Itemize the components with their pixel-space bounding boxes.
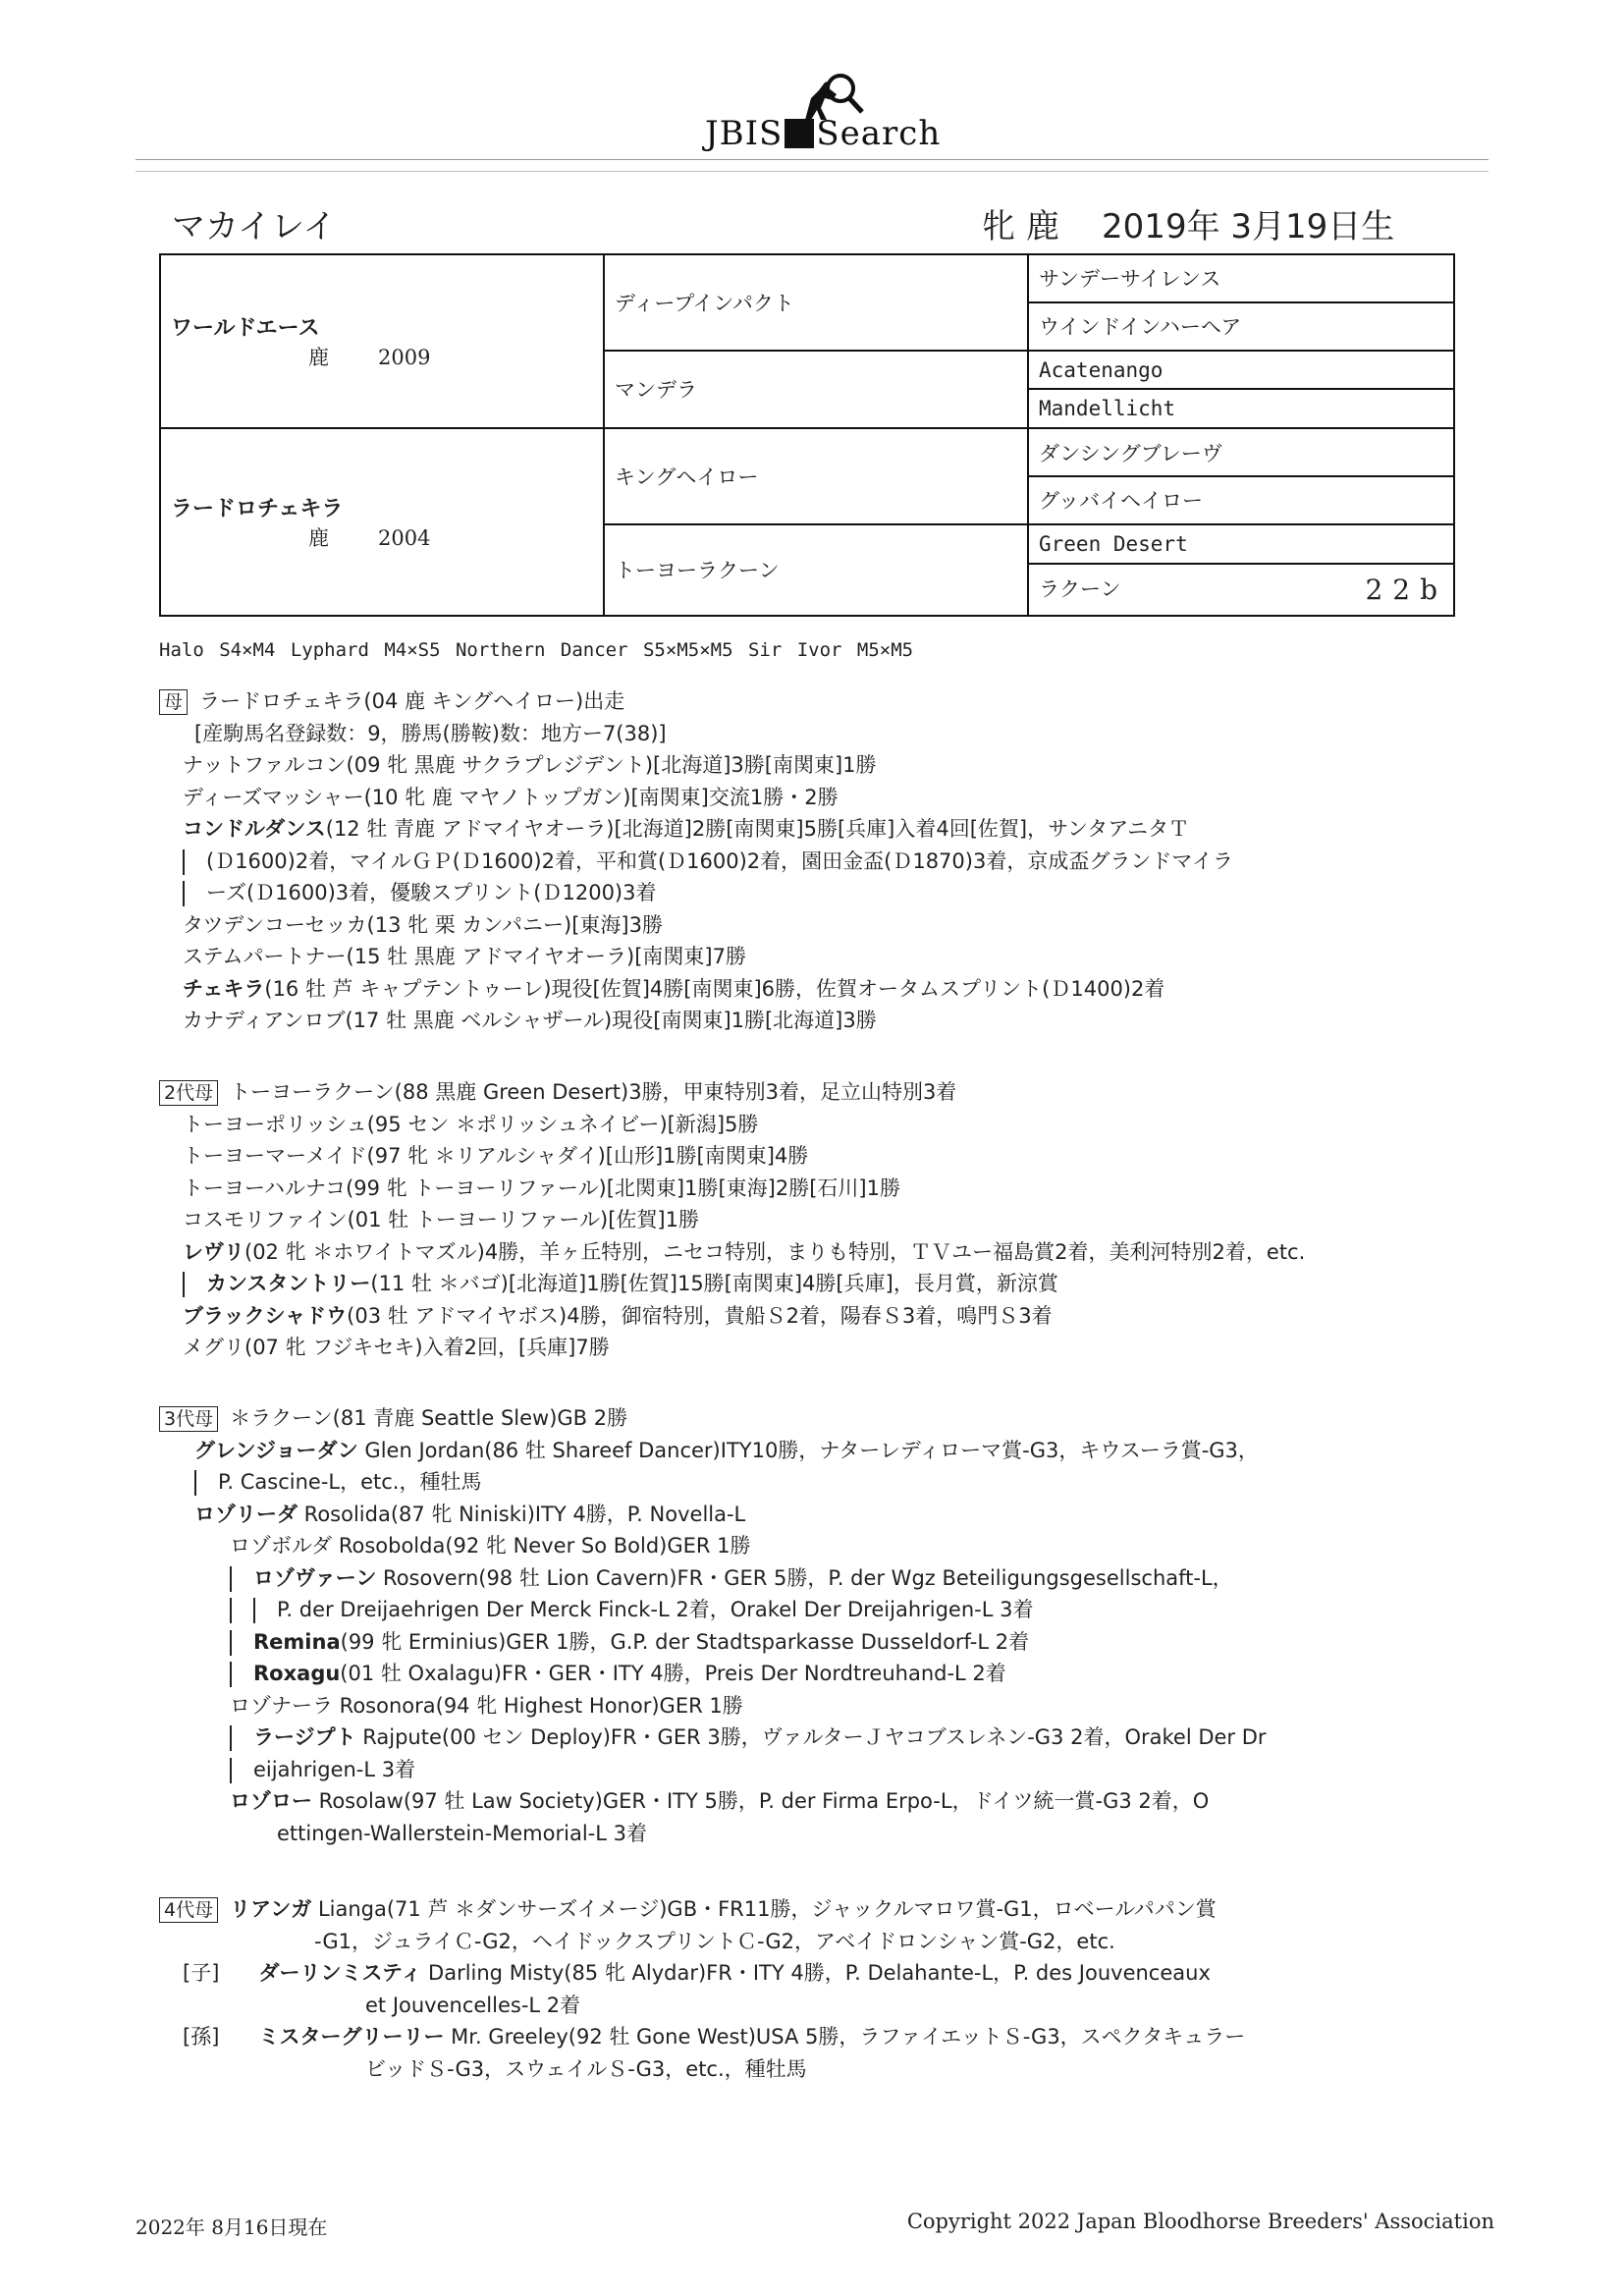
family-code: 22b <box>1365 573 1447 606</box>
section-line: P. der Dreijaehrigen Der Merck Finck-L 2着，Orakel Der Dreijahrigen-L 3着 <box>277 1598 1034 1621</box>
section-line: (03 牡 アドマイヤボス)4勝，御宿特別，貴船Ｓ2着，陽春Ｓ3着，鳴門Ｓ3着 <box>347 1303 1053 1328</box>
dam-color: 鹿 <box>308 526 329 551</box>
section-line-bold: ダーリンミスティ <box>258 1961 422 1985</box>
section-line-bold: ロゾリーダ <box>194 1502 298 1526</box>
section-line: (16 牡 芦 キャプテントゥーレ)現役[佐賀]4勝[南関東]6勝，佐賀オータムスプリント(Ｄ1400)2着 <box>264 976 1165 1001</box>
horse-color: 鹿 <box>1025 207 1059 246</box>
dam-section <box>159 685 1435 1037</box>
indent-bar <box>183 849 185 875</box>
g2-section <box>159 1076 1435 1364</box>
section-line: ナットファルコン(09 牝 黒鹿 サクラプレジデント)[北海道]3勝[南関東]1勝 <box>183 753 877 777</box>
section-line: Rajpute(00 セン Deploy)FR・GER 3勝，ヴァルターＪヤコブスレネン-G3 2着，Orakel Der Dr <box>355 1725 1267 1749</box>
section-line-bold: ミスターグリーリー <box>258 2025 445 2049</box>
indent-bar <box>230 1758 232 1783</box>
dam-dam-cell: トーヨーラクーン <box>604 524 1028 616</box>
dam-name: ラードロチェキラ <box>171 497 344 522</box>
section-line: eijahrigen-L 3着 <box>253 1757 416 1781</box>
sire-year: 2009 <box>378 346 431 370</box>
indent-bar <box>230 1566 232 1592</box>
section-line: メグリ(07 牝 フジキセキ)入着2回，[兵庫]7勝 <box>183 1336 610 1359</box>
section-line: トーヨーハルナコ(99 牝 トーヨーリファール)[北関東]1勝[東海]2勝[石川]1勝 <box>183 1175 900 1200</box>
g3-section <box>159 1402 1435 1849</box>
section-line-bold: Roxagu <box>253 1662 341 1685</box>
header-divider <box>135 159 1489 160</box>
section-line: タツデンコーセッカ(13 牝 栗 カンパニー)[東海]3勝 <box>183 912 663 937</box>
grandchild-tag: [孫] <box>183 2025 220 2049</box>
section-line: (12 牡 青鹿 アドマイヤオーラ)[北海道]2勝[南関東]5勝[兵庫]入着4回[佐賀]，サンタアニタＴ <box>325 817 1190 841</box>
horse-name: マカイレイ <box>172 207 337 246</box>
sire-cell <box>160 254 604 428</box>
section-line: -G1，ジュライＣ-G2，ヘイドックスプリントＣ-G2，アベイドロンシャン賞-G2，etc. <box>314 1929 1115 1953</box>
section-line: [産駒馬名登録数：9，勝馬(勝鞍)数：地方ー7(38)] <box>194 721 667 745</box>
section-line: ーズ(Ｄ1600)3着，優駿スプリント(Ｄ1200)3着 <box>206 881 657 904</box>
section-line: (99 牝 Erminius)GER 1勝，G.P. der Stadtsparkasse Dusseldorf-L 2着 <box>340 1629 1030 1654</box>
horse-birth: 2019年 3月19日生 <box>1102 207 1395 246</box>
section-line: (Ｄ1600)2着，マイルＧＰ(Ｄ1600)2着，平和賞(Ｄ1600)2着，園田金盃(Ｄ1870)3着，京成盃グランドマイラ <box>206 848 1233 873</box>
horse-sex: 牝 <box>982 207 1015 246</box>
section-line: トーヨーポリッシュ(95 セン ＊ポリッシュネイビー)[新潟]5勝 <box>183 1112 759 1136</box>
section-line-bold: ロゾロー <box>230 1789 312 1813</box>
dam-sire-cell: キングヘイロー <box>604 428 1028 524</box>
section-line: トーヨーラクーン(88 黒鹿 Green Desert)3勝，甲東特別3着，足立山特別3着 <box>230 1080 957 1104</box>
indent-bar <box>183 881 185 906</box>
g3-cell: サンデーサイレンス <box>1028 254 1454 302</box>
indent-bar <box>183 1272 185 1297</box>
section-line: トーヨーマーメイド(97 牝 ＊リアルシャダイ)[山形]1勝[南関東]4勝 <box>183 1144 809 1168</box>
section-tag: 2代母 <box>159 1080 218 1106</box>
section-line-bold: ロゾヴァーン <box>253 1565 377 1590</box>
section-line: (11 牡 ＊バゴ)[北海道]1勝[佐賀]15勝[南関東]4勝[兵庫]，長月賞，新涼賞 <box>370 1272 1058 1295</box>
section-line: Rosolaw(97 牡 Law Society)GER・ITY 5勝，P. der Firma Erpo-L，ドイツ統一賞-G3 2着，O <box>312 1789 1210 1813</box>
section-line: コスモリファイン(01 牡 トーヨーリファール)[佐賀]1勝 <box>183 1208 699 1231</box>
g3-cell: ウインドインハーヘア <box>1028 302 1454 351</box>
offspring-tag: [子] <box>183 1961 220 1985</box>
section-line: Lianga(71 芦 ＊ダンサーズイメージ)GB・FR11勝，ジャックルマロワ賞-G1，ロベールパパン賞 <box>311 1897 1217 1921</box>
dam-cell <box>160 428 604 616</box>
pedigree-table <box>159 253 1455 617</box>
logo-block-icon <box>785 119 814 148</box>
sire-color: 鹿 <box>308 346 329 370</box>
indent-bar <box>230 1662 232 1687</box>
section-line: ロゾナーラ Rosonora(94 牝 Highest Honor)GER 1勝 <box>230 1693 743 1718</box>
indent-bar <box>230 1630 232 1656</box>
section-line: P. Cascine-L，etc.，種牡馬 <box>218 1470 482 1494</box>
g3-cell: Mandellicht <box>1028 389 1454 428</box>
section-tag: 4代母 <box>159 1897 218 1923</box>
section-line-bold: リアンガ <box>230 1897 312 1921</box>
section-line-bold: ラージプト <box>253 1725 356 1749</box>
sire-name: ワールドエース <box>171 316 320 342</box>
section-line-bold: Remina <box>253 1629 341 1654</box>
section-line: ディーズマッシャー(10 牝 鹿 マヤノトップガン)[南関東]交流1勝・2勝 <box>183 785 839 809</box>
g3-cell: Acatenango <box>1028 351 1454 390</box>
sire-sire-cell: ディープインパクト <box>604 254 1028 351</box>
g3-cell: ダンシングブレーヴ <box>1028 428 1454 476</box>
jbis-search-logo <box>705 69 950 163</box>
section-line: ビッドＳ-G3，スウェイルＳ-G3，etc.，種牡馬 <box>365 2056 807 2081</box>
section-line: ettingen-Wallerstein-Memorial-L 3着 <box>277 1821 647 1845</box>
g4-section <box>159 1893 1435 2085</box>
section-line-bold: コンドルダンス <box>183 817 326 841</box>
section-line: ロゾボルダ Rosobolda(92 牝 Never So Bold)GER 1勝 <box>230 1534 751 1558</box>
section-line: ラードロチェキラ(04 鹿 キングヘイロー)出走 <box>199 689 625 713</box>
footer-date: 2022年 8月16日現在 <box>135 2215 328 2239</box>
section-line-bold: グレンジョーダン <box>194 1438 358 1462</box>
section-line: Rosolida(87 牝 Niniski)ITY 4勝，P. Novella-L <box>298 1502 746 1526</box>
section-line: ステムパートナー(15 牡 黒鹿 アドマイヤオーラ)[南関東]7勝 <box>183 945 746 968</box>
sire-dam-cell: マンデラ <box>604 351 1028 428</box>
footer-copyright: Copyright 2022 Japan Bloodhorse Breeders' Association <box>906 2210 1494 2233</box>
section-line: (02 牝 ＊ホワイトマズル)4勝，羊ヶ丘特別，ニセコ特別，まりも特別，ＴＶユー福島賞2着，美利河特別2着，etc. <box>244 1239 1306 1264</box>
section-line: カナディアンロブ(17 牡 黒鹿 ベルシャザール)現役[南関東]1勝[北海道]3勝 <box>183 1009 877 1032</box>
indent-bar <box>230 1725 232 1751</box>
logo-search: Search <box>816 114 942 153</box>
section-line: Glen Jordan(86 牡 Shareef Dancer)ITY10勝，ナターレディローマ賞-G3，キウスーラ賞-G3， <box>357 1438 1259 1462</box>
horse-info <box>982 199 1394 247</box>
section-line-bold: カンスタントリー <box>206 1272 371 1295</box>
dam-year: 2004 <box>378 526 431 551</box>
indent-bar <box>194 1470 196 1496</box>
g3-last-name: ラクーン <box>1039 576 1121 601</box>
section-tag: 3代母 <box>159 1406 218 1432</box>
g3-cell: Green Desert <box>1028 524 1454 564</box>
section-line: Mr. Greeley(92 牡 Gone West)USA 5勝，ラファイエットＳ-G3，スペクタキュラー <box>444 2025 1246 2049</box>
section-line: Darling Misty(85 牝 Alydar)FR・ITY 4勝，P. Delahante-L，P. des Jouvenceaux <box>421 1961 1211 1985</box>
section-line: (01 牡 Oxalagu)FR・GER・ITY 4勝，Preis Der Nordtreuhand-L 2着 <box>340 1662 1006 1685</box>
section-line: Rosovern(98 牡 Lion Cavern)FR・GER 5勝，P. der Wgz Beteiligungsgesellschaft-L， <box>376 1565 1233 1590</box>
header-divider-secondary <box>135 171 1489 172</box>
section-line: et Jouvencelles-L 2着 <box>365 1993 581 2017</box>
g3-cell-last <box>1028 564 1454 617</box>
section-line-bold: チェキラ <box>183 976 265 1001</box>
section-tag: 母 <box>159 689 188 715</box>
section-line-bold: ブラックシャドウ <box>183 1303 348 1328</box>
section-line-bold: レヴリ <box>183 1239 244 1264</box>
logo-jbis: JBIS <box>705 114 784 153</box>
indent-bar <box>253 1598 255 1623</box>
section-line: ＊ラクーン(81 青鹿 Seattle Slew)GB 2勝 <box>230 1406 628 1430</box>
inbreeding-line: Halo S4×M4 Lyphard M4×S5 Northern Dancer S5×M5×M5 Sir Ivor M5×M5 <box>159 639 914 661</box>
g3-cell: グッバイヘイロー <box>1028 476 1454 524</box>
indent-bar <box>230 1598 232 1623</box>
